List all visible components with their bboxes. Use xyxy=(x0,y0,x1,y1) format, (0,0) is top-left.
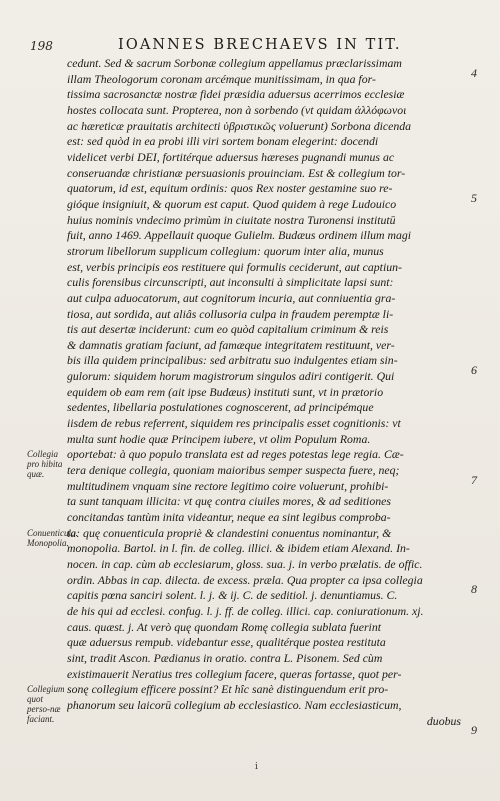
text-line: oportebat: à quo populo translata est ad reges potestas lege regia. Cæ- xyxy=(67,447,404,462)
text-line: est, verbis principis eos restituere qui formulis ceciderunt, aut captiun- xyxy=(67,259,402,274)
text-line: existimauerit Neratius tres collegium facere, queras fortasse, quot per- xyxy=(67,666,402,681)
text-line: gióque insigniuit, & quorum est caput. Quod quidem à rege Ludouico xyxy=(67,196,397,211)
text-line: caus. quæst. j. At verò quę quondam Romę collegia sublata fuerint xyxy=(67,619,382,634)
text-line: de his qui ad ecclesi. confug. l. j. ff. de colleg. illici. cap. coniurationum. xj. xyxy=(67,603,424,618)
signature-mark: i xyxy=(255,762,258,772)
section-number: 6 xyxy=(471,363,477,378)
text-line: equidem ob eam rem (ait ipse Budæus) instituti sunt, vt in prætorio xyxy=(67,384,384,399)
text-line: nocen. in cap. cùm ab ecclesiarum, gloss. sua. j. in verbo prælatis. de offic. xyxy=(67,557,423,571)
page-number: 198 xyxy=(30,39,53,53)
section-number: 7 xyxy=(471,472,477,487)
text-line: multa sunt hodie quæ Principem iubere, vt olim Populum Roma. xyxy=(67,431,371,446)
text-line: gulorum: siquidem horum magistrorum singulos adiri contigerit. Qui xyxy=(67,369,395,384)
text-line: iisdem de rebus referrent, siquidem res principalis esset cognitionis: vt xyxy=(67,416,401,431)
text-line: cedunt. Sed & sacrum Sorbonæ collegium appellamus præclarissimam xyxy=(67,56,402,70)
text-line: tissima sacrosanctæ nostræ fidei præsidia aduersus acerrimos ecclesiæ xyxy=(67,87,405,102)
margin-note: Conuenticula. Monopolia. xyxy=(27,527,78,548)
text-line: ac hæreticæ prauitatis architecti ὑβριστικῶς voluerunt) Sorbona dicenda xyxy=(67,118,412,133)
text-line: sedentes, libellaria postulationes cognoscerent, ad principémque xyxy=(67,400,374,415)
text-line: phanorum seu laicorū collegium ab ecclesiastico. Nam ecclesiasticum, xyxy=(67,697,402,712)
page-header xyxy=(30,37,470,57)
text-line: tiosa, aut sordida, aut aliâs collusoria culpa in fraudem peremptæ li- xyxy=(67,306,394,321)
margin-note: Collegia pro hibita quæ. xyxy=(27,449,63,480)
text-line: aut culpa aduocatorum, aut cognitorum incuria, aut conniuentia gra- xyxy=(67,290,396,305)
text-line: sonę collegium efficere possint? Et hîc sanè distinguendum erit pro- xyxy=(67,682,389,697)
text-line: & damnatis gratiam faciunt, ad famæque integritatem restituunt, ver- xyxy=(67,337,395,352)
text-line: illam Theologorum coronam arcémque munitissimam, in qua for- xyxy=(67,71,376,86)
text-line: ta: quę conuenticula propriè & clandestini conuentus nominantur, & xyxy=(67,525,392,540)
text-line: duobus xyxy=(426,713,461,728)
text-line: fuit, anno 1469. Appellauit quoque Gulielm. Budæus ordinem illum magi xyxy=(67,228,412,243)
section-number: 5 xyxy=(471,191,477,206)
text-line: videlicet verbi DEI, fortitérque aduersus hæreses pugnandi munus ac xyxy=(67,149,395,164)
text-line: hostes collocata sunt. Propterea, non à sorbendo (vt quidam ἀλλόφωνοι xyxy=(67,102,407,117)
section-number: 4 xyxy=(471,66,477,80)
text-line: culis forensibus circunscripti, aut inconsulti à simplicitate lapsi sunt: xyxy=(67,275,394,290)
section-number: 8 xyxy=(471,582,477,597)
text-line: conseruandæ christianæ persuasionis prouinciam. Est & collegium tor- xyxy=(67,165,406,180)
text-line: quæ aduersus rempub. videbantur esse, qualitérque postea restituta xyxy=(67,635,386,650)
text-line: multitudinem vnquam sine rectore legitimo coire voluerunt, prohibi- xyxy=(67,478,389,493)
text-line: strorum libellorum supplicum collegium: quorum inter alia, munus xyxy=(67,243,384,258)
text-line: bis illa quidem principalibus: sed arbitratu suo indulgentes etiam sin- xyxy=(67,353,398,368)
text-line: capitis pœna sanciri solent. l. j. & ij. C. de seditiol. j. denuntiamus. C. xyxy=(67,588,398,603)
text-line: ordin. Abbas in cap. dilecta. de excess. præla. Qua propter ca ipsa collegia xyxy=(67,572,423,587)
text-line: est: sed quòd in ea probi illi viri sortem bonam elegerint: docendi xyxy=(67,134,379,149)
text-line: sint, tradit Ascon. Pædianus in oratio. contra L. Pisonem. Sed cùm xyxy=(67,650,383,665)
text-line: concitandas tantùm inita videantur, neque ea sint legibus comproba- xyxy=(67,510,391,525)
section-number: 9 xyxy=(471,723,477,738)
text-line: ta sunt tanquam illicita: vt quę contra ciuiles mores, & ad seditiones xyxy=(67,494,391,509)
margin-note: Collegium quot perso-næ faciant. xyxy=(27,684,65,724)
running-title: IOANNES BRECHAEVS IN TIT. xyxy=(118,37,402,53)
text-line: quatorum, id est, equitum ordinis: quos Rex noster gestamine suo re- xyxy=(67,181,393,196)
text-line: tis aut desertæ inciderunt: cum eo quòd capitalium criminum & reis xyxy=(67,322,389,337)
text-line: tera denique collegia, quoniam maioribus semper suspecta fuere, neq; xyxy=(67,463,400,478)
text-line: huius nominis vndecimo primùm in ciuitate nostra Turonensi institutū xyxy=(67,212,396,227)
body-text xyxy=(67,56,467,729)
text-line: monopolia. Bartol. in l. fin. de colleg. illici. & ibidem etiam Alexand. In- xyxy=(67,541,410,556)
